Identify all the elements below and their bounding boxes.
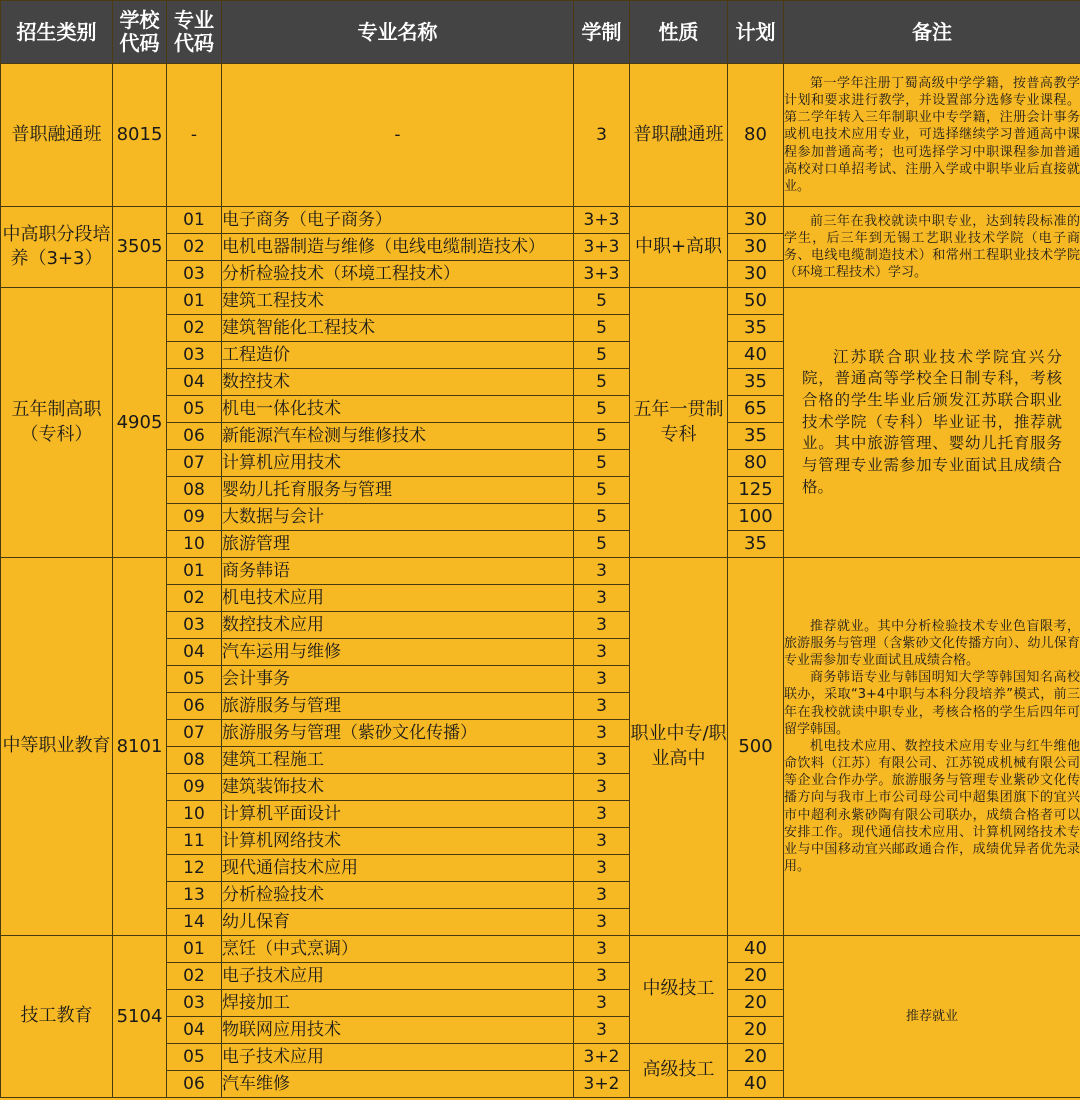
- plan-cell: 20: [728, 1017, 784, 1044]
- duration-cell: 5: [574, 423, 630, 450]
- header-row: [1, 1, 1080, 64]
- duration-cell: 3+2: [574, 1044, 630, 1071]
- nature-cell: 中职+高职: [630, 207, 728, 288]
- plan-cell: 500: [728, 558, 784, 936]
- header-nature: 性质: [630, 1, 728, 64]
- header-plan: 计划: [728, 1, 784, 64]
- major-name-cell: 焊接加工: [222, 990, 574, 1017]
- plan-cell: 30: [728, 234, 784, 261]
- plan-cell: 100: [728, 504, 784, 531]
- nature-cell: 五年一贯制专科: [630, 288, 728, 558]
- major-code-cell: 02: [167, 963, 222, 990]
- major-code-cell: 05: [167, 396, 222, 423]
- major-code-cell: 01: [167, 936, 222, 963]
- notes-cell: [784, 288, 1080, 558]
- plan-cell: 40: [728, 1071, 784, 1098]
- nature-cell: 职业中专/职业高中: [630, 558, 728, 936]
- plan-cell: 30: [728, 207, 784, 234]
- plan-cell: 80: [728, 450, 784, 477]
- major-code-cell: 06: [167, 1071, 222, 1098]
- plan-cell: 40: [728, 342, 784, 369]
- header-major-name: 专业名称: [222, 1, 574, 64]
- duration-cell: 3: [574, 720, 630, 747]
- plan-cell: 65: [728, 396, 784, 423]
- plan-cell: 30: [728, 261, 784, 288]
- major-name-cell: 工程造价: [222, 342, 574, 369]
- duration-cell: 3: [574, 64, 630, 207]
- header-duration: 学制: [574, 1, 630, 64]
- major-code-cell: 02: [167, 234, 222, 261]
- major-name-cell: 计算机网络技术: [222, 828, 574, 855]
- duration-cell: 3: [574, 666, 630, 693]
- major-name-cell: 大数据与会计: [222, 504, 574, 531]
- major-name-cell: 计算机应用技术: [222, 450, 574, 477]
- plan-cell: 125: [728, 477, 784, 504]
- plan-cell: 40: [728, 936, 784, 963]
- major-code-cell: 08: [167, 477, 222, 504]
- major-code-cell: 03: [167, 342, 222, 369]
- duration-cell: 5: [574, 477, 630, 504]
- major-name-cell: 机电一体化技术: [222, 396, 574, 423]
- notes-paragraph: 第一学年注册丁蜀高级中学学籍，按普高教学计划和要求进行教学，并设置部分选修专业课程。第二学年转入三年制职业中专学籍，注册会计事务或机电技术应用专业，可选择继续学习普通高中课程参加普通高考；也可选择学习中职课程参加普通高校对口单招考试、注册入学或中职毕业后直接就业。: [784, 75, 1080, 194]
- duration-cell: 3: [574, 990, 630, 1017]
- nature-cell: 高级技工: [630, 1044, 728, 1098]
- major-name-cell: 建筑装饰技术: [222, 774, 574, 801]
- major-code-cell: 09: [167, 774, 222, 801]
- major-name-cell: 旅游服务与管理: [222, 693, 574, 720]
- major-code-cell: 01: [167, 207, 222, 234]
- major-code-cell: 06: [167, 423, 222, 450]
- category-cell: 中高职分段培养（3+3）: [1, 207, 113, 288]
- header-major-code: 专业代码: [167, 1, 222, 64]
- plan-cell: 35: [728, 369, 784, 396]
- notes-paragraph: 推荐就业。其中分析检验技术专业色盲限考，旅游服务与管理（含紫砂文化传播方向）、幼儿保育专业需参加专业面试且成绩合格。: [784, 618, 1080, 669]
- plan-cell: 50: [728, 288, 784, 315]
- major-code-cell: 01: [167, 288, 222, 315]
- major-name-cell: 汽车维修: [222, 1071, 574, 1098]
- duration-cell: 5: [574, 504, 630, 531]
- major-code-cell: 05: [167, 1044, 222, 1071]
- notes-paragraph: 江苏联合职业技术学院宜兴分院，普通高等学校全日制专科，考核合格的学生毕业后颁发江苏联合职业技术学院（专科）毕业证书，推荐就业。其中旅游管理、婴幼儿托育服务与管理专业需参加专业面试且成绩合格。: [802, 347, 1062, 496]
- duration-cell: 3: [574, 882, 630, 909]
- duration-cell: 5: [574, 369, 630, 396]
- duration-cell: 3: [574, 693, 630, 720]
- major-code-cell: 02: [167, 315, 222, 342]
- header-notes: 备注: [784, 1, 1080, 64]
- duration-cell: 3: [574, 828, 630, 855]
- table-row: [1, 288, 1080, 315]
- major-name-cell: 物联网应用技术: [222, 1017, 574, 1044]
- category-cell: 中等职业教育: [1, 558, 113, 936]
- table-row: [1, 936, 1080, 963]
- school-code-cell: 8015: [113, 64, 167, 207]
- major-name-cell: 旅游管理: [222, 531, 574, 558]
- category-cell: 五年制高职（专科）: [1, 288, 113, 558]
- duration-cell: 3: [574, 558, 630, 585]
- plan-cell: 20: [728, 963, 784, 990]
- duration-cell: 3+2: [574, 1071, 630, 1098]
- major-name-cell: 建筑工程施工: [222, 747, 574, 774]
- major-code-cell: 03: [167, 261, 222, 288]
- duration-cell: 3: [574, 963, 630, 990]
- duration-cell: 3+3: [574, 234, 630, 261]
- major-code-cell: -: [167, 64, 222, 207]
- header-school-code: 学校代码: [113, 1, 167, 64]
- major-code-cell: 08: [167, 747, 222, 774]
- major-code-cell: 09: [167, 504, 222, 531]
- notes-paragraph: 机电技术应用、数控技术应用专业与红牛维他命饮料（江苏）有限公司、江苏锐成机械有限公司等企业合作办学。旅游服务与管理专业紫砂文化传播方向与我市上市公司母公司中超集团旗下的宜兴市中超利永紫砂陶有限公司联办，成绩合格者可以安排工作。现代通信技术应用、计算机网络技术专业与中国移动宜兴邮政通合作，成绩优异者优先录用。: [784, 738, 1080, 875]
- major-code-cell: 02: [167, 585, 222, 612]
- duration-cell: 3: [574, 855, 630, 882]
- duration-cell: 5: [574, 342, 630, 369]
- major-name-cell: 现代通信技术应用: [222, 855, 574, 882]
- major-name-cell: 机电技术应用: [222, 585, 574, 612]
- school-code-cell: 5104: [113, 936, 167, 1098]
- major-name-cell: 电子技术应用: [222, 963, 574, 990]
- major-name-cell: -: [222, 64, 574, 207]
- notes-paragraph: 推荐就业: [905, 1008, 958, 1024]
- major-code-cell: 13: [167, 882, 222, 909]
- plan-cell: 35: [728, 531, 784, 558]
- notes-cell: [784, 558, 1080, 936]
- duration-cell: 3: [574, 747, 630, 774]
- major-code-cell: 05: [167, 666, 222, 693]
- school-code-cell: 3505: [113, 207, 167, 288]
- plan-cell: 20: [728, 1044, 784, 1071]
- major-code-cell: 07: [167, 450, 222, 477]
- duration-cell: 3: [574, 585, 630, 612]
- major-code-cell: 06: [167, 693, 222, 720]
- major-code-cell: 10: [167, 801, 222, 828]
- major-code-cell: 03: [167, 990, 222, 1017]
- major-name-cell: 分析检验技术: [222, 882, 574, 909]
- major-code-cell: 12: [167, 855, 222, 882]
- major-code-cell: 14: [167, 909, 222, 936]
- major-name-cell: 新能源汽车检测与维修技术: [222, 423, 574, 450]
- duration-cell: 3: [574, 774, 630, 801]
- notes-cell: [784, 936, 1080, 1098]
- major-name-cell: 数控技术应用: [222, 612, 574, 639]
- major-name-cell: 旅游服务与管理（紫砂文化传播）: [222, 720, 574, 747]
- duration-cell: 5: [574, 531, 630, 558]
- major-name-cell: 建筑智能化工程技术: [222, 315, 574, 342]
- plan-cell: 35: [728, 315, 784, 342]
- major-code-cell: 04: [167, 1017, 222, 1044]
- duration-cell: 3: [574, 639, 630, 666]
- major-code-cell: 07: [167, 720, 222, 747]
- plan-cell: 35: [728, 423, 784, 450]
- plan-cell: 80: [728, 64, 784, 207]
- notes-paragraph: 商务韩语专业与韩国明知大学等韩国知名高校联办，采取“3+4中职与本科分段培养”模式，前三年在我校就读中职专业，考核合格的学生后四年可留学韩国。: [784, 670, 1080, 737]
- major-name-cell: 电子商务（电子商务）: [222, 207, 574, 234]
- major-code-cell: 11: [167, 828, 222, 855]
- major-name-cell: 计算机平面设计: [222, 801, 574, 828]
- duration-cell: 3+3: [574, 207, 630, 234]
- duration-cell: 5: [574, 315, 630, 342]
- school-code-cell: 4905: [113, 288, 167, 558]
- duration-cell: 3: [574, 801, 630, 828]
- duration-cell: 3+3: [574, 261, 630, 288]
- duration-cell: 5: [574, 450, 630, 477]
- notes-cell: [784, 207, 1080, 288]
- nature-cell: 普职融通班: [630, 64, 728, 207]
- duration-cell: 3: [574, 936, 630, 963]
- major-name-cell: 数控技术: [222, 369, 574, 396]
- category-cell: 技工教育: [1, 936, 113, 1098]
- major-code-cell: 10: [167, 531, 222, 558]
- major-code-cell: 01: [167, 558, 222, 585]
- school-code-cell: 8101: [113, 558, 167, 936]
- major-name-cell: 会计事务: [222, 666, 574, 693]
- duration-cell: 5: [574, 288, 630, 315]
- duration-cell: 5: [574, 396, 630, 423]
- duration-cell: 3: [574, 1017, 630, 1044]
- major-name-cell: 烹饪（中式烹调）: [222, 936, 574, 963]
- major-name-cell: 建筑工程技术: [222, 288, 574, 315]
- duration-cell: 3: [574, 909, 630, 936]
- category-cell: 普职融通班: [1, 64, 113, 207]
- table-row: [1, 207, 1080, 234]
- major-name-cell: 商务韩语: [222, 558, 574, 585]
- major-name-cell: 电机电器制造与维修（电线电缆制造技术）: [222, 234, 574, 261]
- major-name-cell: 婴幼儿托育服务与管理: [222, 477, 574, 504]
- table-row: [1, 64, 1080, 207]
- major-name-cell: 电子技术应用: [222, 1044, 574, 1071]
- duration-cell: 3: [574, 612, 630, 639]
- plan-cell: 20: [728, 990, 784, 1017]
- major-name-cell: 幼儿保育: [222, 909, 574, 936]
- major-code-cell: 03: [167, 612, 222, 639]
- major-name-cell: 汽车运用与维修: [222, 639, 574, 666]
- header-category: 招生类别: [1, 1, 113, 64]
- major-code-cell: 04: [167, 639, 222, 666]
- major-name-cell: 分析检验技术（环境工程技术）: [222, 261, 574, 288]
- table-row: [1, 558, 1080, 585]
- notes-paragraph: 前三年在我校就读中职专业，达到转段标准的学生，后三年到无锡工艺职业技术学院（电子商务、电线电缆制造技术）和常州工程职业技术学院（环境工程技术）学习。: [784, 213, 1080, 281]
- nature-cell: 中级技工: [630, 936, 728, 1044]
- major-code-cell: 04: [167, 369, 222, 396]
- notes-cell: [784, 64, 1080, 207]
